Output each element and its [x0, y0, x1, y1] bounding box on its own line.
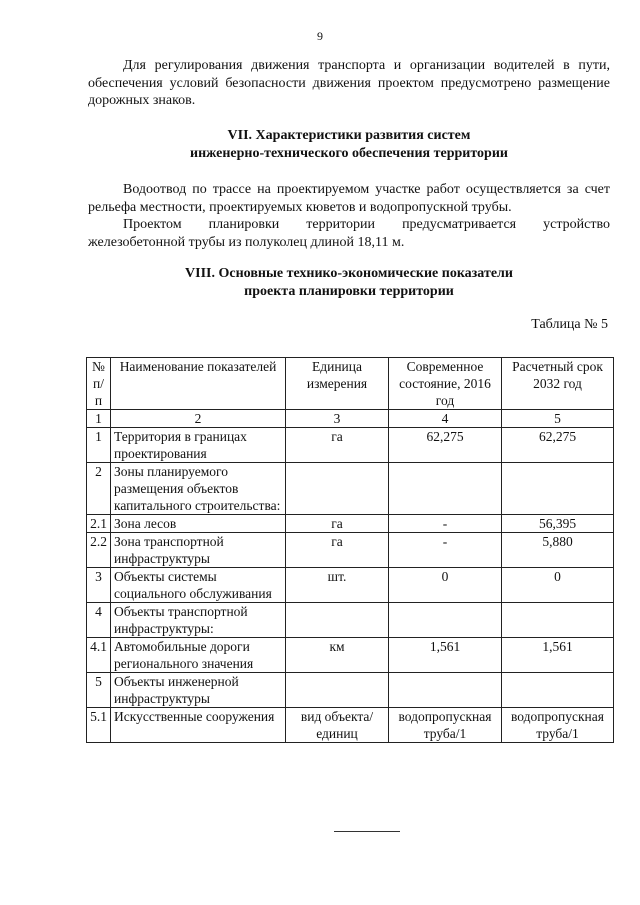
column-number: 3: [286, 410, 389, 428]
header-unit: Единица измерения: [286, 358, 389, 410]
header-current: Современное состояние, 2016 год: [389, 358, 502, 410]
row-current: -: [389, 515, 502, 533]
table-caption: Таблица № 5: [531, 317, 608, 332]
row-current: [389, 463, 502, 515]
row-name: Объекты системы социального обслуживания: [111, 568, 286, 603]
row-number: 5: [87, 673, 111, 708]
row-name: Зона лесов: [111, 515, 286, 533]
section-7-title-line-2: инженерно-технического обеспечения территории: [190, 146, 508, 161]
row-unit: вид объекта/единиц: [286, 708, 389, 743]
row-name: Зона транспортной инфраструктуры: [111, 533, 286, 568]
table-row: [87, 638, 614, 673]
row-planned: 1,561: [502, 638, 614, 673]
row-planned: 5,880: [502, 533, 614, 568]
row-name: Зоны планируемого размещения объектов капитального строительства:: [111, 463, 286, 515]
row-name: Искусственные сооружения: [111, 708, 286, 743]
row-unit: га: [286, 428, 389, 463]
row-name: Объекты инженерной инфраструктуры: [111, 673, 286, 708]
column-number-row: [87, 410, 614, 428]
row-current: [389, 673, 502, 708]
row-current: 1,561: [389, 638, 502, 673]
row-unit: га: [286, 533, 389, 568]
row-unit: [286, 463, 389, 515]
section-7-heading: [88, 127, 610, 163]
row-name: Территория в границах проектирования: [111, 428, 286, 463]
column-number: 4: [389, 410, 502, 428]
row-current: -: [389, 533, 502, 568]
row-number: 2: [87, 463, 111, 515]
section-8-title-line-1: VIII. Основные технико-экономические показатели: [185, 266, 513, 281]
row-planned: [502, 463, 614, 515]
row-planned: 56,395: [502, 515, 614, 533]
section-8-title-line-2: проекта планировки территории: [244, 284, 454, 299]
table-row: [87, 708, 614, 743]
table-row: [87, 428, 614, 463]
row-unit: шт.: [286, 568, 389, 603]
table-row: [87, 515, 614, 533]
row-unit: км: [286, 638, 389, 673]
section-7-paragraph-2: Проектом планировки территории предусматривается устройство железобетонной трубы из полуколец длиной 18,11 м.: [88, 217, 610, 250]
row-number: 4: [87, 603, 111, 638]
table-row: [87, 603, 614, 638]
row-number: 1: [87, 428, 111, 463]
header-number: № п/п: [87, 358, 111, 410]
section-7-paragraph-1: Водоотвод по трассе на проектируемом участке работ осуществляется за счет рельефа местности, проектируемых кюветов и водопропускной трубы.: [88, 182, 610, 215]
row-current: 62,275: [389, 428, 502, 463]
row-planned: 0: [502, 568, 614, 603]
row-unit: га: [286, 515, 389, 533]
intro-paragraph: Для регулирования движения транспорта и организации водителей в пути, обеспечения условий безопасности движения проектом предусмотрено размещение дорожных знаков.: [88, 58, 610, 108]
row-number: 4.1: [87, 638, 111, 673]
row-number: 2.1: [87, 515, 111, 533]
row-planned: [502, 603, 614, 638]
row-planned: водопропускная труба/1: [502, 708, 614, 743]
page-number: 9: [317, 29, 323, 43]
row-current: 0: [389, 568, 502, 603]
row-current: водопропускная труба/1: [389, 708, 502, 743]
column-number: 2: [111, 410, 286, 428]
section-7-title-line-1: VII. Характеристики развития систем: [227, 128, 471, 143]
header-planned: Расчетный срок 2032 год: [502, 358, 614, 410]
footer-divider: [334, 831, 400, 832]
table-row: [87, 533, 614, 568]
column-number: 5: [502, 410, 614, 428]
row-number: 3: [87, 568, 111, 603]
row-name: Объекты транспортной инфраструктуры:: [111, 603, 286, 638]
row-planned: 62,275: [502, 428, 614, 463]
table-header-row: [87, 358, 614, 410]
column-number: 1: [87, 410, 111, 428]
row-name: Автомобильные дороги регионального значения: [111, 638, 286, 673]
row-current: [389, 603, 502, 638]
table-row: [87, 568, 614, 603]
row-number: 5.1: [87, 708, 111, 743]
header-name: Наименование показателей: [111, 358, 286, 410]
row-planned: [502, 673, 614, 708]
section-8-heading: [88, 265, 610, 301]
table-row: [87, 463, 614, 515]
row-unit: [286, 603, 389, 638]
row-number: 2.2: [87, 533, 111, 568]
table-row: [87, 673, 614, 708]
indicators-table: [86, 357, 614, 743]
row-unit: [286, 673, 389, 708]
